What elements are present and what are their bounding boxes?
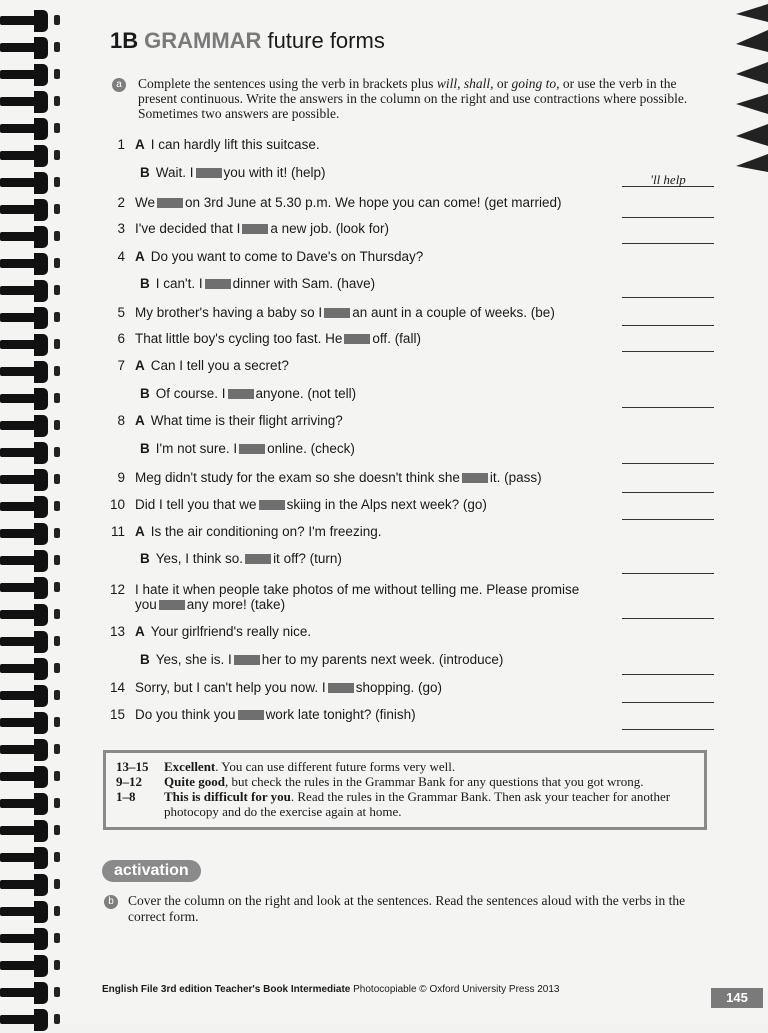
exercise-b-badge: b xyxy=(104,895,118,909)
exercise-item xyxy=(109,707,416,722)
item-number: 8 xyxy=(117,413,125,428)
exercise-a-badge: a xyxy=(112,78,126,92)
answer-line[interactable]: 'll help xyxy=(622,172,714,187)
corner-decoration xyxy=(736,0,768,172)
speaker-label: A xyxy=(135,413,145,428)
sentence-text: Yes, I think so. xyxy=(155,551,244,566)
exercise-item xyxy=(110,524,382,539)
spiral-coil xyxy=(0,224,62,250)
exercise-item xyxy=(140,551,342,566)
sentence-text: My brother's having a baby so I xyxy=(135,305,323,320)
exercise-item xyxy=(135,597,285,612)
sentence-text: Do you want to come to Dave's on Thursday? xyxy=(150,249,424,264)
exercise-item xyxy=(140,441,355,456)
spiral-coil xyxy=(0,62,62,88)
item-number: 4 xyxy=(117,249,125,264)
spiral-coil xyxy=(0,575,62,601)
spiral-coil xyxy=(0,305,62,331)
sentence-text: an aunt in a couple of weeks. (be) xyxy=(352,305,555,320)
sentence-text: Yes, she is. I xyxy=(155,652,232,667)
sentence-text: Of course. I xyxy=(155,386,226,401)
spiral-coil xyxy=(0,359,62,385)
spiral-coil xyxy=(0,521,62,547)
spiral-coil xyxy=(0,629,62,655)
speaker-label: A xyxy=(135,624,145,639)
topic-label: future forms xyxy=(267,28,385,53)
spiral-coil xyxy=(0,656,62,682)
blank-gap xyxy=(238,710,264,720)
sentence-text: you xyxy=(135,597,157,612)
spiral-coil xyxy=(0,926,62,952)
speaker-label: A xyxy=(135,524,145,539)
sentence-text: I'm not sure. I xyxy=(155,441,238,456)
item-number: 10 xyxy=(109,497,125,512)
spiral-coil xyxy=(0,494,62,520)
blank-gap xyxy=(462,473,488,483)
sentence-text: Wait. I xyxy=(155,165,194,180)
spiral-coil xyxy=(0,251,62,277)
sentence-text: anyone. (not tell) xyxy=(255,386,357,401)
page-title xyxy=(110,28,385,54)
blank-gap xyxy=(157,198,183,208)
item-number: 13 xyxy=(109,624,125,639)
section-label: GRAMMAR xyxy=(144,28,262,53)
answer-line[interactable] xyxy=(622,715,714,730)
exercise-item xyxy=(117,221,389,236)
speaker-label: A xyxy=(135,358,145,373)
score-box xyxy=(103,750,707,830)
spiral-coil xyxy=(0,1007,62,1033)
score-rating: Excellent xyxy=(164,759,216,774)
activation-heading: activation xyxy=(102,860,201,882)
answer-line[interactable] xyxy=(622,203,714,218)
speaker-label: B xyxy=(140,551,150,566)
blank-gap xyxy=(324,308,350,318)
spiral-coil xyxy=(0,953,62,979)
score-text: . Read the rules in the Grammar Bank. Then ask your teacher for another photocopy and do the exercise again at home. xyxy=(164,789,671,819)
score-range: 13–15 xyxy=(116,759,149,774)
sentence-text: it. (pass) xyxy=(489,470,542,485)
spiral-coil xyxy=(0,332,62,358)
answer-line[interactable] xyxy=(622,604,714,619)
answer-line[interactable] xyxy=(622,478,714,493)
page-number: 145 xyxy=(711,988,763,1008)
sentence-text: Do you think you xyxy=(135,707,236,722)
exercise-item xyxy=(117,470,542,485)
footer-copyright: Photocopiable © Oxford University Press 2013 xyxy=(350,984,560,995)
spiral-coil xyxy=(0,440,62,466)
answer-line[interactable] xyxy=(622,559,714,574)
sentence-text: online. (check) xyxy=(267,441,355,456)
blank-gap xyxy=(242,224,268,234)
spiral-coil xyxy=(0,845,62,871)
spiral-coil xyxy=(0,413,62,439)
instruction-text: Complete the sentences using the verb in brackets plus xyxy=(138,76,437,91)
sentence-text: off. (fall) xyxy=(372,331,421,346)
answer-line[interactable] xyxy=(622,311,714,326)
blank-gap xyxy=(344,334,370,344)
spiral-coil xyxy=(0,197,62,223)
item-number: 9 xyxy=(117,470,125,485)
exercise-item xyxy=(117,137,320,152)
sentence-text: Did I tell you that we xyxy=(135,497,257,512)
speaker-label: B xyxy=(140,652,150,667)
item-number: 14 xyxy=(109,680,125,695)
spiral-coil xyxy=(0,602,62,628)
speaker-label: A xyxy=(135,249,145,264)
spiral-coil xyxy=(0,278,62,304)
spiral-coil xyxy=(0,467,62,493)
spiral-coil xyxy=(0,710,62,736)
activation-instructions xyxy=(104,893,704,925)
spiral-coil xyxy=(0,683,62,709)
sentence-text: shopping. (go) xyxy=(355,680,442,695)
exercise-item xyxy=(117,249,424,264)
exercise-item xyxy=(140,386,356,401)
answer-line[interactable] xyxy=(622,393,714,408)
exercise-item xyxy=(117,358,289,373)
spiral-coil xyxy=(0,8,62,34)
sentence-text: Sorry, but I can't help you now. I xyxy=(135,680,326,695)
blank-gap xyxy=(245,554,271,564)
sentence-text: on 3rd June at 5.30 p.m. We hope you can come! (get married) xyxy=(185,195,562,210)
score-row xyxy=(116,774,694,789)
speaker-label: B xyxy=(140,441,150,456)
answer-line[interactable] xyxy=(622,283,714,298)
spiral-coil xyxy=(0,170,62,196)
sentence-text: you with it! (help) xyxy=(223,165,326,180)
sentence-text: a new job. (look for) xyxy=(270,221,389,236)
sentence-text: any more! (take) xyxy=(186,597,286,612)
sentence-text: Your girlfriend's really nice. xyxy=(150,624,312,639)
spiral-coil xyxy=(0,737,62,763)
score-row xyxy=(116,789,694,819)
blank-gap xyxy=(234,655,260,665)
unit-code: 1B xyxy=(110,28,139,53)
instruction-going: going to, xyxy=(511,76,560,91)
score-row xyxy=(116,759,694,774)
spiral-coil xyxy=(0,791,62,817)
sentence-text: That little boy's cycling too fast. He xyxy=(135,331,343,346)
item-number: 11 xyxy=(110,524,125,539)
item-number: 7 xyxy=(117,358,125,373)
answer-line[interactable] xyxy=(622,505,714,520)
spiral-coil xyxy=(0,116,62,142)
spiral-coil xyxy=(0,764,62,790)
exercise-item xyxy=(117,331,421,346)
footer-book-title: English File 3rd edition Teacher's Book Intermediate xyxy=(102,984,351,995)
score-range: 9–12 xyxy=(116,774,142,789)
sentence-text: I can't. I xyxy=(155,276,203,291)
spiral-coil xyxy=(0,872,62,898)
item-number: 2 xyxy=(117,195,125,210)
instruction-options: will, shall, xyxy=(436,76,494,91)
sentence-text: her to my parents next week. (introduce) xyxy=(261,652,504,667)
speaker-label: A xyxy=(135,137,145,152)
answer-line[interactable] xyxy=(622,688,714,703)
score-text: , but check the rules in the Grammar Bank for any questions that you got wrong. xyxy=(225,774,644,789)
spiral-coil xyxy=(0,89,62,115)
item-number: 3 xyxy=(117,221,125,236)
exercise-item xyxy=(140,652,503,667)
instruction-text-rest: or use the verb in the present continuous. Write the answers in the column on the right and use contractions where possible. Sometimes two answers are possible. xyxy=(138,76,688,121)
spiral-binding xyxy=(0,0,80,1024)
item-number: 1 xyxy=(117,137,125,152)
sentence-text: Can I tell you a secret? xyxy=(150,358,289,373)
exercise-item xyxy=(109,680,442,695)
footer-credit xyxy=(102,984,560,995)
answer-line[interactable] xyxy=(622,337,714,352)
exercise-item xyxy=(109,624,312,639)
item-number: 5 xyxy=(117,305,125,320)
exercise-item xyxy=(117,413,343,428)
sentence-text: What time is their flight arriving? xyxy=(150,413,343,428)
spiral-coil xyxy=(0,899,62,925)
sentence-text: Is the air conditioning on? I'm freezing. xyxy=(150,524,382,539)
exercise-item xyxy=(109,582,580,597)
sentence-text: it off? (turn) xyxy=(273,551,342,566)
speaker-label: B xyxy=(140,276,150,291)
instructions xyxy=(112,76,712,121)
spiral-coil xyxy=(0,386,62,412)
spiral-coil xyxy=(0,980,62,1006)
speaker-label: B xyxy=(140,386,150,401)
blank-gap xyxy=(239,444,265,454)
blank-gap xyxy=(205,279,231,289)
score-range: 1–8 xyxy=(116,789,136,804)
item-number: 6 xyxy=(117,331,125,346)
score-rating: This is difficult for you xyxy=(164,789,291,804)
sentence-text: dinner with Sam. (have) xyxy=(232,276,376,291)
sentence-text: We xyxy=(135,195,156,210)
spiral-coil xyxy=(0,35,62,61)
score-rating: Quite good xyxy=(164,774,226,789)
sentence-text: I've decided that I xyxy=(135,221,241,236)
speaker-label: B xyxy=(140,165,150,180)
sentence-text: Meg didn't study for the exam so she doesn't think she xyxy=(135,470,460,485)
exercise-item xyxy=(109,497,487,512)
spiral-coil xyxy=(0,548,62,574)
answer-line[interactable] xyxy=(622,660,714,675)
blank-gap xyxy=(228,389,254,399)
sentence-text: skiing in the Alps next week? (go) xyxy=(286,497,487,512)
exercise-item xyxy=(117,305,555,320)
sentence-text: I hate it when people take photos of me without telling me. Please promise xyxy=(135,582,580,597)
exercise-item xyxy=(117,195,562,210)
spiral-coil xyxy=(0,818,62,844)
instruction-or: or xyxy=(493,76,512,91)
blank-gap xyxy=(196,168,222,178)
item-number: 12 xyxy=(109,582,125,597)
exercise-item xyxy=(140,276,375,291)
sentence-text: work late tonight? (finish) xyxy=(265,707,416,722)
blank-gap xyxy=(328,683,354,693)
exercise-item xyxy=(140,165,326,180)
answer-line[interactable] xyxy=(622,229,714,244)
activation-text: Cover the column on the right and look at the sentences. Read the sentences aloud with the verbs in the correct form. xyxy=(128,893,686,924)
item-number: 15 xyxy=(109,707,125,722)
score-text: . You can use different future forms very well. xyxy=(215,759,456,774)
blank-gap xyxy=(259,500,285,510)
blank-gap xyxy=(159,600,185,610)
spiral-coil xyxy=(0,143,62,169)
answer-line[interactable] xyxy=(622,449,714,464)
sentence-text: I can hardly lift this suitcase. xyxy=(150,137,320,152)
